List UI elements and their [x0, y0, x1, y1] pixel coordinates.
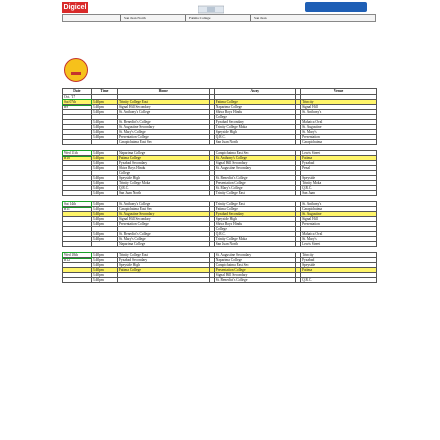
- sponsor-logo: Digicel: [63, 4, 87, 11]
- fixture-time: 3:40pm: [91, 202, 117, 207]
- fixture-date: R12: [63, 258, 92, 263]
- fixture-home: St. Augustine Secondary: [117, 212, 209, 217]
- fixture-time: 3:40pm: [91, 212, 117, 217]
- fixture-time: 3:40pm: [91, 263, 117, 268]
- fixture-date: R9: [63, 105, 92, 110]
- fixture-away: College: [214, 115, 295, 120]
- fixture-venue: Trinity Moka: [301, 181, 377, 186]
- fixture-venue: St. Augustine: [301, 125, 377, 130]
- fixture-venue: Speyside: [301, 176, 377, 181]
- fixture-home: Presentation College: [117, 135, 209, 140]
- fixture-home: St. Mary's College: [117, 237, 209, 242]
- fixture-home: Speyside High: [117, 176, 209, 181]
- fixture-venue: Lewis Street: [301, 151, 377, 156]
- fixture-venue: St. Mary's: [301, 130, 377, 135]
- fixture-away: Shiva Boys Hindu: [214, 222, 295, 227]
- fixture-home: Signal Hill Secondary: [117, 105, 209, 110]
- fixture-venue: Q.R.C.: [301, 186, 377, 191]
- fixture-away: Naparima College: [214, 105, 295, 110]
- fixture-away: Signal Hill Secondary: [214, 161, 295, 166]
- fixture-away: San Juan North: [214, 242, 295, 247]
- fixture-away: Speyside High: [214, 217, 295, 222]
- fixture-time: 3:40pm: [91, 268, 117, 273]
- fixture-time: 3:40pm: [91, 237, 117, 242]
- fixture-venue: Speyside: [301, 263, 377, 268]
- fixture-home: Trinity College East: [117, 253, 209, 258]
- fixture-away: St. Augustine Secondary: [214, 253, 295, 258]
- column-header-home: Home: [117, 89, 209, 95]
- fixture-away: Speyside High: [214, 130, 295, 135]
- fixture-rows: [63, 95, 377, 283]
- fixture-time: 3:40pm: [91, 176, 117, 181]
- column-header-time: Time: [91, 89, 117, 95]
- fixture-away: Fatima College: [214, 100, 295, 105]
- fixture-venue: Signal Hill: [301, 217, 377, 222]
- fixture-venue: Lewis Street: [301, 242, 377, 247]
- fixture-venue: St. Anthony's: [301, 202, 377, 207]
- fixture-date: R11: [63, 207, 92, 212]
- fixture-away: Carapichaima East Sec: [214, 151, 295, 156]
- fixture-home: Fatima College: [117, 268, 209, 273]
- fixture-time: 3:40pm: [91, 222, 117, 227]
- fixture-away: College: [214, 227, 295, 232]
- fixture-away: San Juan North: [214, 140, 295, 145]
- fixture-venue: Mahaica Oval: [301, 232, 377, 237]
- fixture-time: 3:40pm: [91, 125, 117, 130]
- fixture-home: St. Augustine Secondary: [117, 125, 209, 130]
- fixture-time: 3:40pm: [91, 161, 117, 166]
- fixture-home: San Juan North: [117, 191, 209, 196]
- fixture-away: Trinity College East: [214, 202, 295, 207]
- fixture-time: 3:40pm: [91, 217, 117, 222]
- fixture-away: Signal Hill Secondary: [214, 273, 295, 278]
- fixture-home: Fyzabad Secondary: [117, 161, 209, 166]
- fixture-home: Naparima College: [117, 242, 209, 247]
- fixture-venue: Fatima: [301, 268, 377, 273]
- fixture-venue: Fatima: [301, 156, 377, 161]
- fixture-venue: Carapichaima: [301, 207, 377, 212]
- shell-logo-icon: [64, 58, 88, 82]
- fixture-away: St. Augustine Secondary: [214, 166, 295, 171]
- fixture-home: Fatima College: [117, 156, 209, 161]
- column-header-venue: Venue: [301, 89, 377, 95]
- fixture-home: [117, 278, 209, 283]
- fixture-away: Presentation College: [214, 181, 295, 186]
- fixture-time: 3:40pm: [91, 100, 117, 105]
- sponsor-logo-right: [305, 2, 367, 12]
- fixture-time: 3:40pm: [91, 253, 117, 258]
- fixture-home: Presentation College: [117, 222, 209, 227]
- fixture-home: Fyzabad Secondary: [117, 258, 209, 263]
- fixture-date: Sat 14th: [63, 202, 92, 207]
- fixture-away: Trinity College East: [214, 191, 295, 196]
- fixture-venue: Presentation: [301, 135, 377, 140]
- fixture-row: [63, 278, 377, 283]
- fixture-time: 3:40pm: [91, 151, 117, 156]
- fixture-table: [62, 88, 377, 283]
- fixture-date: Wed 18th: [63, 253, 92, 258]
- fixture-date: Sat 07th: [63, 100, 92, 105]
- fixture-date: [63, 278, 92, 283]
- fixture-home: Trinity College East: [117, 100, 209, 105]
- column-header-away: Away: [214, 89, 295, 95]
- fixture-venue: Fyzabad: [301, 258, 377, 263]
- fixture-time: 3:40pm: [91, 166, 117, 171]
- fixture-venue: Mahaica Oval: [301, 120, 377, 125]
- fixture-time: 3:40pm: [91, 191, 117, 196]
- fixture-away: Trinity College Moka: [214, 237, 295, 242]
- fixture-away: Carapichaima East Sec: [214, 263, 295, 268]
- fixture-venue: St. Augustine: [301, 212, 377, 217]
- fixture-away: Trinity College Moka: [214, 125, 295, 130]
- column-header-date: Date: [63, 89, 92, 95]
- fixture-home: St. Benedict's College: [117, 120, 209, 125]
- fixture-time: 3:40pm: [91, 135, 117, 140]
- header-stripe-cells: [120, 15, 315, 21]
- fixture-away: Q.R.C.: [214, 232, 295, 237]
- fixture-venue: Trincity: [301, 100, 377, 105]
- fixture-time: 3:40pm: [91, 207, 117, 212]
- fixture-time: 3:40pm: [91, 278, 117, 283]
- stripe-cell: Fatima College: [185, 15, 250, 21]
- fixture-date: Oct. '17: [63, 95, 92, 100]
- fixture-away: St. Benedict's College: [214, 176, 295, 181]
- fixture-home: Trinity College Moka: [117, 181, 209, 186]
- fixture-home: St. Anthony's College: [117, 202, 209, 207]
- fixture-away: Q.R.C.: [214, 135, 295, 140]
- fixture-home: Carapichaima East Sec: [117, 207, 209, 212]
- fixture-home: College: [117, 171, 209, 176]
- fixture-away: Fatima College: [214, 207, 295, 212]
- fixture-venue: St. Mary's: [301, 237, 377, 242]
- fixture-away: Naparima College: [214, 258, 295, 263]
- fixture-home: Carapichaima East Sec: [117, 140, 209, 145]
- fixture-time: 3:40pm: [91, 120, 117, 125]
- fixture-home: Naparima College: [117, 151, 209, 156]
- fixture-home: St. Anthony's College: [117, 110, 209, 115]
- fixture-time: 3:40pm: [91, 186, 117, 191]
- fixture-away: St. Anthony's College: [214, 156, 295, 161]
- fixture-date: R10: [63, 156, 92, 161]
- stripe-cell: San Juan: [250, 15, 315, 21]
- fixture-away: Presentation College: [214, 268, 295, 273]
- fixture-time: 3:40pm: [91, 258, 117, 263]
- page-header: [0, 0, 440, 44]
- fixture-away: St. Mary's College: [214, 186, 295, 191]
- fixture-venue: Trincity: [301, 253, 377, 258]
- fixture-home: Speyside High: [117, 263, 209, 268]
- fixture-venue: Q.R.C.: [301, 278, 377, 283]
- league-crest-icon: [198, 2, 224, 12]
- fixture-time: 3:40pm: [91, 130, 117, 135]
- fixture-venue: San Juan: [301, 191, 377, 196]
- stripe-cell: San Juan North: [120, 15, 185, 21]
- fixture-time: 3:40pm: [91, 232, 117, 237]
- fixture-away: St. Benedict's College: [214, 278, 295, 283]
- fixture-home: Q.R.C.: [117, 186, 209, 191]
- fixture-venue: St. Anthony's: [301, 110, 377, 115]
- fixture-venue: Fyzabad: [301, 161, 377, 166]
- fixture-away: Fyzabad Secondary: [214, 212, 295, 217]
- fixture-home: Signal Hill Secondary: [117, 217, 209, 222]
- fixture-home: St. Mary's College: [117, 130, 209, 135]
- fixture-venue: Signal Hill: [301, 105, 377, 110]
- fixture-away: Fyzabad Secondary: [214, 120, 295, 125]
- fixture-schedule: [62, 88, 377, 440]
- fixture-home: Shiva Boys Hindu: [117, 166, 209, 171]
- fixture-away: Shiva Boys Hindu: [214, 110, 295, 115]
- fixture-time: 3:40pm: [91, 181, 117, 186]
- fixture-time: 3:40pm: [91, 105, 117, 110]
- fixture-venue: Presentation: [301, 222, 377, 227]
- fixture-venue: Carapichaima: [301, 140, 377, 145]
- fixture-home: St. Benedict's College: [117, 232, 209, 237]
- fixture-time: 3:40pm: [91, 273, 117, 278]
- fixture-time: 3:40pm: [91, 156, 117, 161]
- fixture-time: 3:40pm: [91, 110, 117, 115]
- fixture-date: Wed 11th: [63, 151, 92, 156]
- fixture-venue: Penal: [301, 166, 377, 171]
